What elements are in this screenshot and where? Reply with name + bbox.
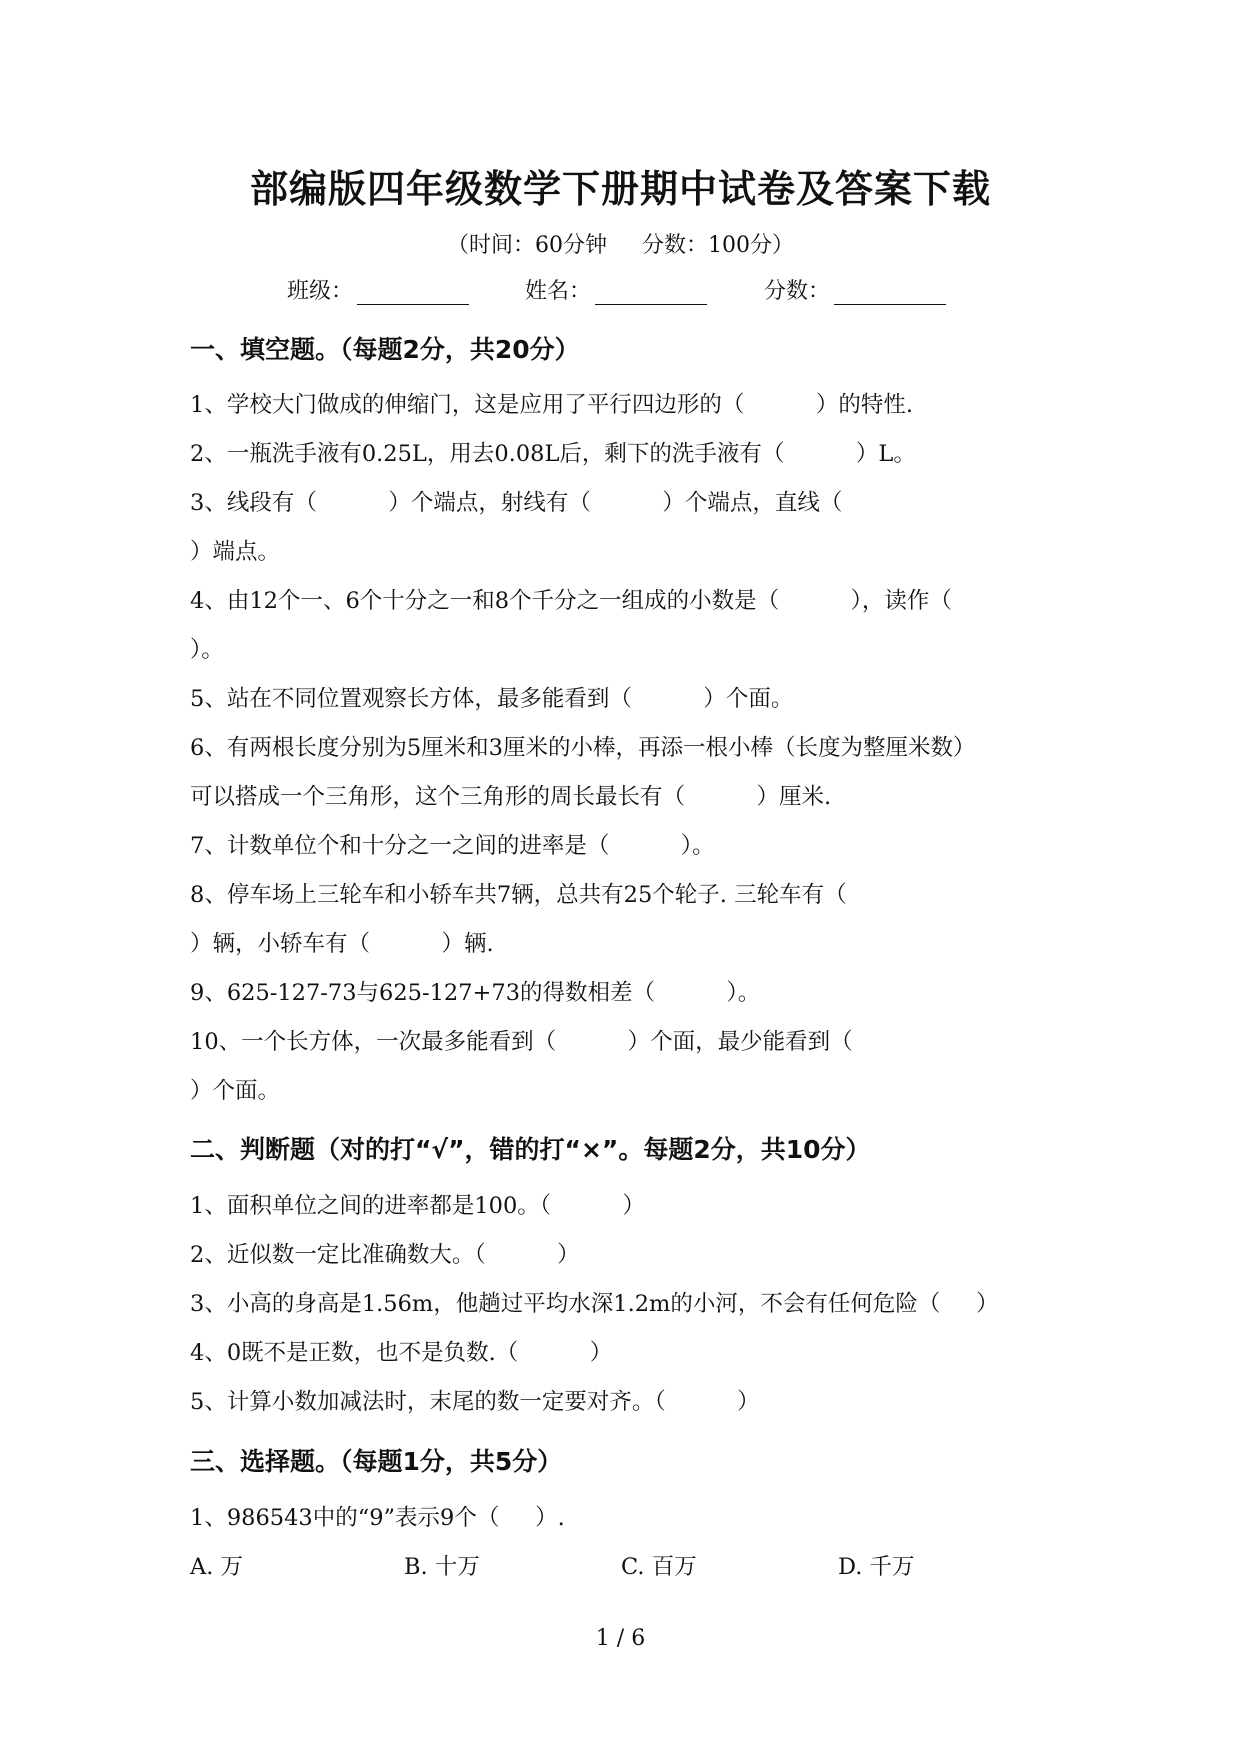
question-line: 1、986543中的“9”表示9个（ ）. xyxy=(190,1505,565,1531)
section-heading-multiple-choice: 三、选择题。（每题1分，共5分） xyxy=(190,1447,563,1476)
name-blank xyxy=(595,282,707,305)
question-line: ）端点。 xyxy=(190,539,281,565)
question-line: 10、一个长方体，一次最多能看到（ ）个面，最少能看到（ xyxy=(190,1029,853,1055)
question-line: 6、有两根长度分别为5厘米和3厘米的小棒，再添一根小棒（长度为整厘米数） xyxy=(190,735,976,761)
option-c: C. 百万 xyxy=(621,1554,697,1580)
page-title: 部编版四年级数学下册期中试卷及答案下载 xyxy=(249,167,991,211)
score-label: 分数： xyxy=(764,279,831,304)
question-line: ）。 xyxy=(190,637,224,663)
option-a: A. 万 xyxy=(190,1554,244,1580)
option-d: D. 千万 xyxy=(838,1554,915,1580)
class-label: 班级： xyxy=(287,279,354,304)
question-line: 5、站在不同位置观察长方体，最多能看到（ ）个面。 xyxy=(190,686,794,712)
name-field xyxy=(525,274,707,305)
option-b: B. 十万 xyxy=(404,1554,480,1580)
question-line: 4、由12个一、6个十分之一和8个千分之一组成的小数是（ ），读作（ xyxy=(190,588,952,614)
class-blank xyxy=(357,282,469,305)
question-line: 1、学校大门做成的伸缩门，这是应用了平行四边形的（ ）的特性. xyxy=(190,392,913,418)
score-blank xyxy=(834,282,946,305)
question-line: 2、一瓶洗手液有0.25L，用去0.08L后，剩下的洗手液有（ ）L。 xyxy=(190,441,916,467)
score-field xyxy=(764,274,946,305)
question-line: 5、计算小数加减法时，末尾的数一定要对齐。（ ） xyxy=(190,1389,760,1415)
question-line: 8、停车场上三轮车和小轿车共7辆，总共有25个轮子. 三轮车有（ xyxy=(190,882,847,908)
page-number: 1 / 6 xyxy=(595,1626,646,1651)
question-line: 7、计数单位个和十分之一之间的进率是（ ）。 xyxy=(190,833,715,859)
question-line: 3、线段有（ ）个端点，射线有（ ）个端点，直线（ xyxy=(190,490,843,516)
question-line: 可以搭成一个三角形，这个三角形的周长最长有（ ）厘米. xyxy=(190,784,832,810)
question-line: 1、面积单位之间的进率都是100。（ ） xyxy=(190,1193,646,1219)
question-line: ）个面。 xyxy=(190,1078,281,1104)
question-line: ）辆，小轿车有（ ）辆. xyxy=(190,931,494,957)
question-line: 2、近似数一定比准确数大。（ ） xyxy=(190,1242,580,1268)
section-heading-true-false: 二、判断题（对的打“√”，错的打“×”。每题2分，共10分） xyxy=(190,1135,871,1164)
exam-subtitle: （时间：60分钟 分数：100分） xyxy=(447,233,794,258)
question-line: 9、625-127-73与625-127+73的得数相差（ ）。 xyxy=(190,980,761,1006)
question-line: 3、小高的身高是1.56m，他趟过平均水深1.2m的小河，不会有任何危险（ ） xyxy=(190,1291,999,1317)
question-line: 4、0既不是正数，也不是负数.（ ） xyxy=(190,1340,613,1366)
class-field xyxy=(287,274,469,305)
name-label: 姓名： xyxy=(525,279,592,304)
section-heading-fill-in: 一、填空题。（每题2分，共20分） xyxy=(190,335,580,364)
